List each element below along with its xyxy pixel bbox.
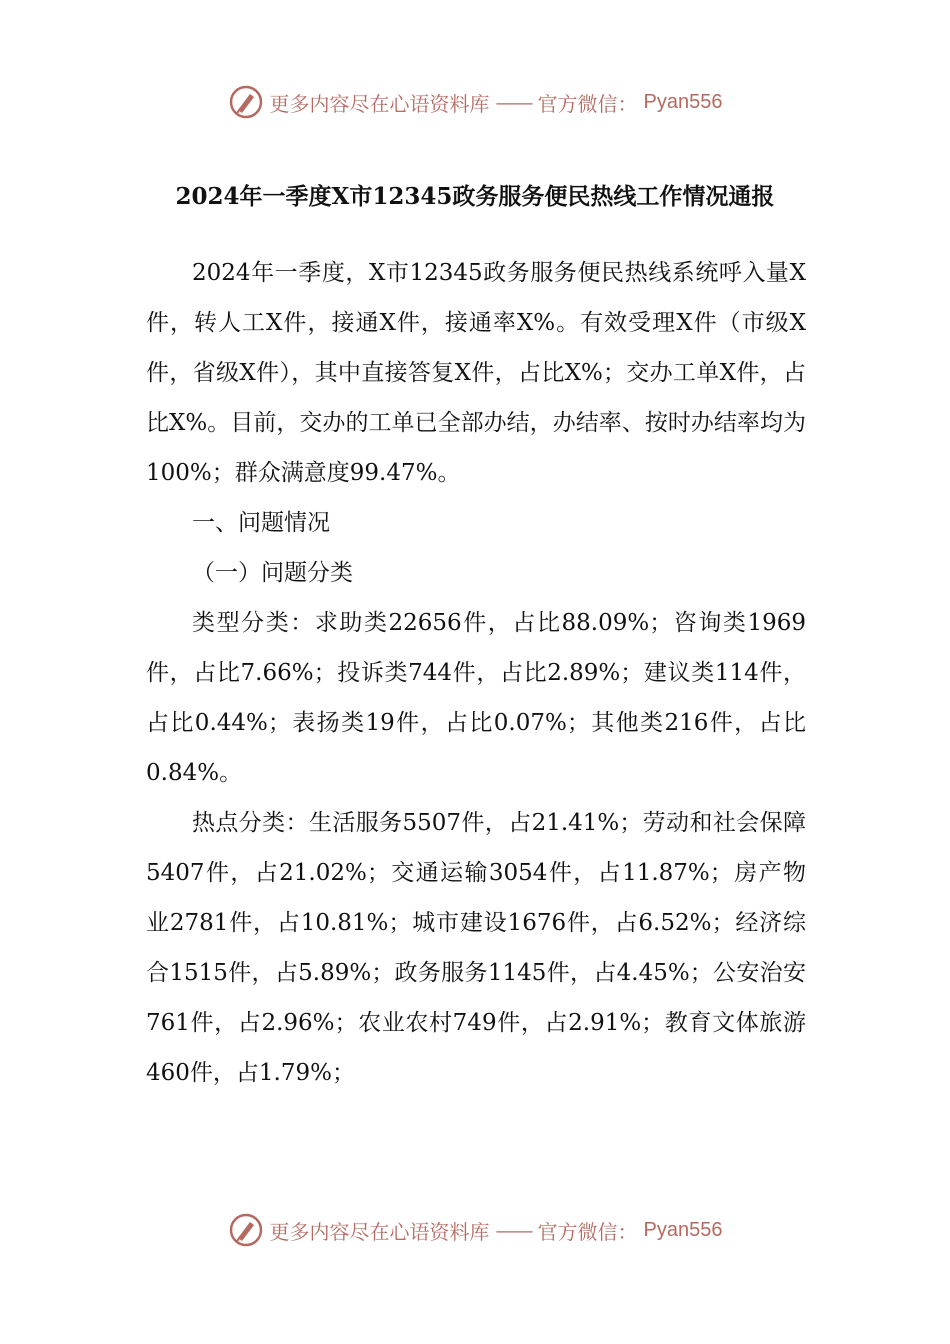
watermark-text: 更多内容尽在心语资料库: [269, 1219, 490, 1244]
watermark-text: 更多内容尽在心语资料库: [269, 91, 490, 116]
watermark-footer: [0, 1212, 950, 1248]
watermark-label: 官方微信：: [537, 1219, 638, 1244]
watermark-separator: ——: [495, 90, 532, 114]
pen-logo-icon: [228, 84, 264, 120]
watermark-label: 官方微信：: [537, 91, 638, 116]
summary-paragraph: 2024年一季度，X市12345政务服务便民热线系统呼入量X件，转人工X件，接通X件，接通率X%。有效受理X件（市级X件，省级X件），其中直接答复X件，占比X%；交办工单X件，占比X%。目前，交办的工单已全部办结，办结率、按时办结率均为100%；群众满意度99.47%。: [146, 260, 806, 486]
section-heading: 一、问题情况: [192, 510, 330, 536]
watermark-account: Pyan556: [643, 90, 723, 113]
watermark-header: [0, 84, 950, 120]
type-classification-paragraph: 类型分类：求助类22656件，占比88.09%；咨询类1969件，占比7.66%；投诉类744件，占比2.89%；建议类114件，占比0.44%；表扬类19件，占比0.07%；其他类216件，占比0.84%。: [146, 610, 806, 786]
hotspot-classification-paragraph: 热点分类：生活服务5507件，占21.41%；劳动和社会保障5407件，占21.02%；交通运输3054件，占11.87%；房产物业2781件，占10.81%；城市建设1676件，占6.52%；经济综合1515件，占5.89%；政务服务1145件，占4.45%；公安治安761件，占2.96%；农业农村749件，占2.91%；教育文体旅游460件，占1.79%；: [146, 810, 806, 1086]
watermark-separator: ——: [495, 1218, 532, 1242]
subsection-heading: （一）问题分类: [192, 560, 353, 586]
document-body: [146, 248, 806, 1098]
pen-logo-icon: [228, 1212, 264, 1248]
watermark-account: Pyan556: [643, 1218, 723, 1241]
document-title: 2024年一季度X市12345政务服务便民热线工作情况通报: [175, 183, 775, 210]
